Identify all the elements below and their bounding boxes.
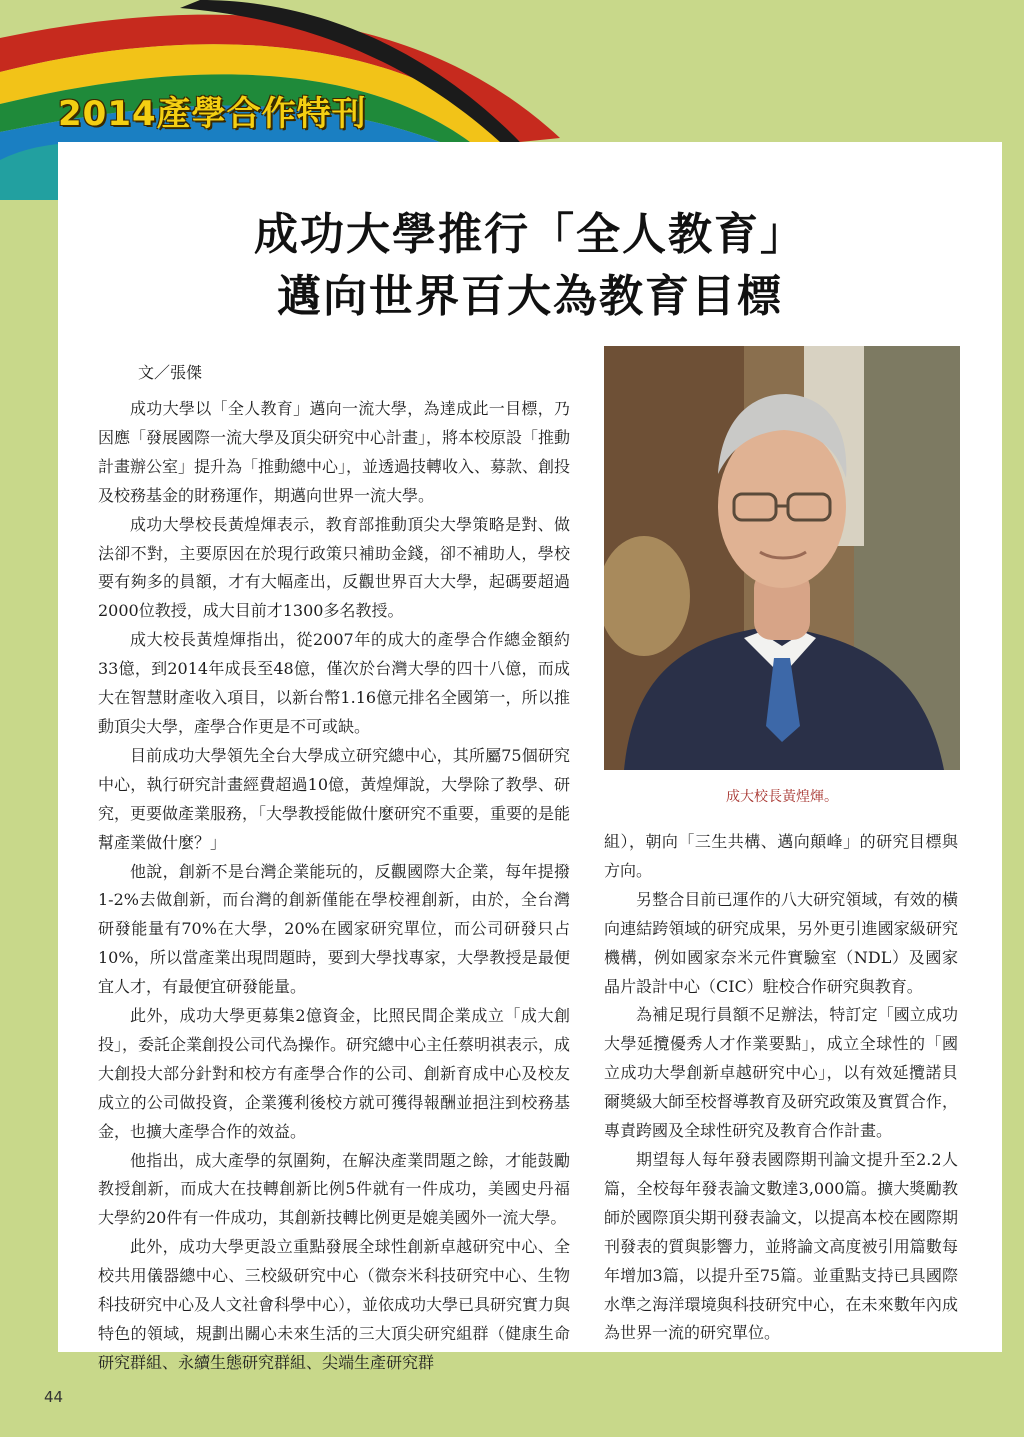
body-paragraph: 另整合目前已運作的八大研究領域，有效的橫向連結跨領域的研究成果，另外更引進國家級研究機構，例如國家奈米元件實驗室（NDL）及國家晶片設計中心（CIC）駐校合作研究與教育。 <box>604 889 958 996</box>
body-paragraph-continued: 組），朝向「三生共構、邁向顛峰」的研究目標與方向。 <box>604 832 958 880</box>
series-title: 2014產學合作特刊 <box>58 94 367 134</box>
body-paragraph: 成功大學以「全人教育」邁向一流大學，為達成此一目標，乃因應「發展國際一流大學及頂尖研究中心計畫」，將本校原設「推動計畫辦公室」提升為「推動總中心」，並透過技轉收入、募款、創投及校務基金的財務運作，期邁向世界一流大學。 <box>98 399 571 505</box>
president-photo <box>604 346 960 770</box>
photo-caption: 成大校長黃煌煇。 <box>726 789 838 805</box>
article-title-line-1: 成功大學推行「全人教育」 <box>254 209 806 260</box>
page-number: 44 <box>44 1388 64 1406</box>
byline: 文／張傑 <box>138 363 203 382</box>
body-paragraph: 此外，成功大學更設立重點發展全球性創新卓越研究中心、全校共用儀器總中心、三校級研究中心（微奈米科技研究中心、生物科技研究中心及人文社會科學中心），並依成功大學已具研究實力與特色的領域，規劃出關心未來生活的三大頂尖研究組群（健康生命研究群組、永續生態研究群組、尖端生產研究群 <box>98 1237 571 1372</box>
body-column-left <box>98 395 570 1378</box>
body-column-right <box>604 828 958 1348</box>
body-paragraph: 為補足現行員額不足辦法，特訂定「國立成功大學延攬優秀人才作業要點」，成立全球性的「國立成功大學創新卓越研究中心」，以有效延攬諾貝爾獎級大師至校督導教育及研究政策及實質合作，專責跨國及全球性研究及教育合作計畫。 <box>604 1005 958 1141</box>
article-title-line-2: 邁向世界百大為教育目標 <box>277 271 783 322</box>
body-paragraph: 期望每人每年發表國際期刊論文提升至2.2人篇，全校每年發表論文數達3,000篇。擴大獎勵教師於國際頂尖期刊發表論文，以提高本校在國際期刊發表的質與影響力，並將論文高度被引用篇數每年增加3篇，以提升至75篇。並重點支持已具國際水準之海洋環境與科技研究中心，在未來數年內成為世界一流的研究單位。 <box>604 1149 958 1343</box>
body-paragraph: 他說，創新不是台灣企業能玩的，反觀國際大企業，每年提撥1-2%去做創新，而台灣的創新僅能在學校裡創新，由於，全台灣研發能量有70%在大學，20%在國家研究單位，而公司研發只占10%，所以當產業出現問題時，要到大學找專家，大學教授是最便宜人才，有最便宜研發能量。 <box>98 861 570 997</box>
body-paragraph: 成大校長黃煌煇指出，從2007年的成大的產學合作總金額約33億，到2014年成長至48億，僅次於台灣大學的四十八億，而成大在智慧財產收入項目，以新台幣1.16億元排名全國第一，所以推動頂尖大學，產學合作更是不可或缺。 <box>98 630 570 736</box>
body-paragraph: 成功大學校長黃煌煇表示，教育部推動頂尖大學策略是對、做法卻不對，主要原因在於現行政策只補助金錢，卻不補助人，學校要有夠多的員額，才有大幅產出，反觀世界百大大學，起碼要超過2000位教授，成大目前才1300多名教授。 <box>98 514 570 621</box>
body-paragraph: 此外，成功大學更募集2億資金，比照民間企業成立「成大創投」，委託企業創投公司代為操作。研究總中心主任蔡明祺表示，成大創投大部分針對和校方有產學合作的公司、創新育成中心及校友成立的公司做投資，企業獲利後校方就可獲得報酬並挹注到校務基金，也擴大產學合作的效益。 <box>98 1006 571 1141</box>
article-panel <box>58 142 1002 1372</box>
body-paragraph: 目前成功大學領先全台大學成立研究總中心，其所屬75個研究中心，執行研究計畫經費超過10億，黃煌煇說，大學除了教學、研究，更要做產業服務，「大學教授能做什麼研究不重要，重要的是能幫產業做什麼？」 <box>98 745 571 852</box>
body-paragraph: 他指出，成大產學的氛圍夠，在解決產業問題之餘，才能鼓勵教授創新，而成大在技轉創新比例5件就有一件成功，美國史丹福大學約20件有一件成功，其創新技轉比例更是媲美國外一流大學。 <box>98 1150 570 1228</box>
